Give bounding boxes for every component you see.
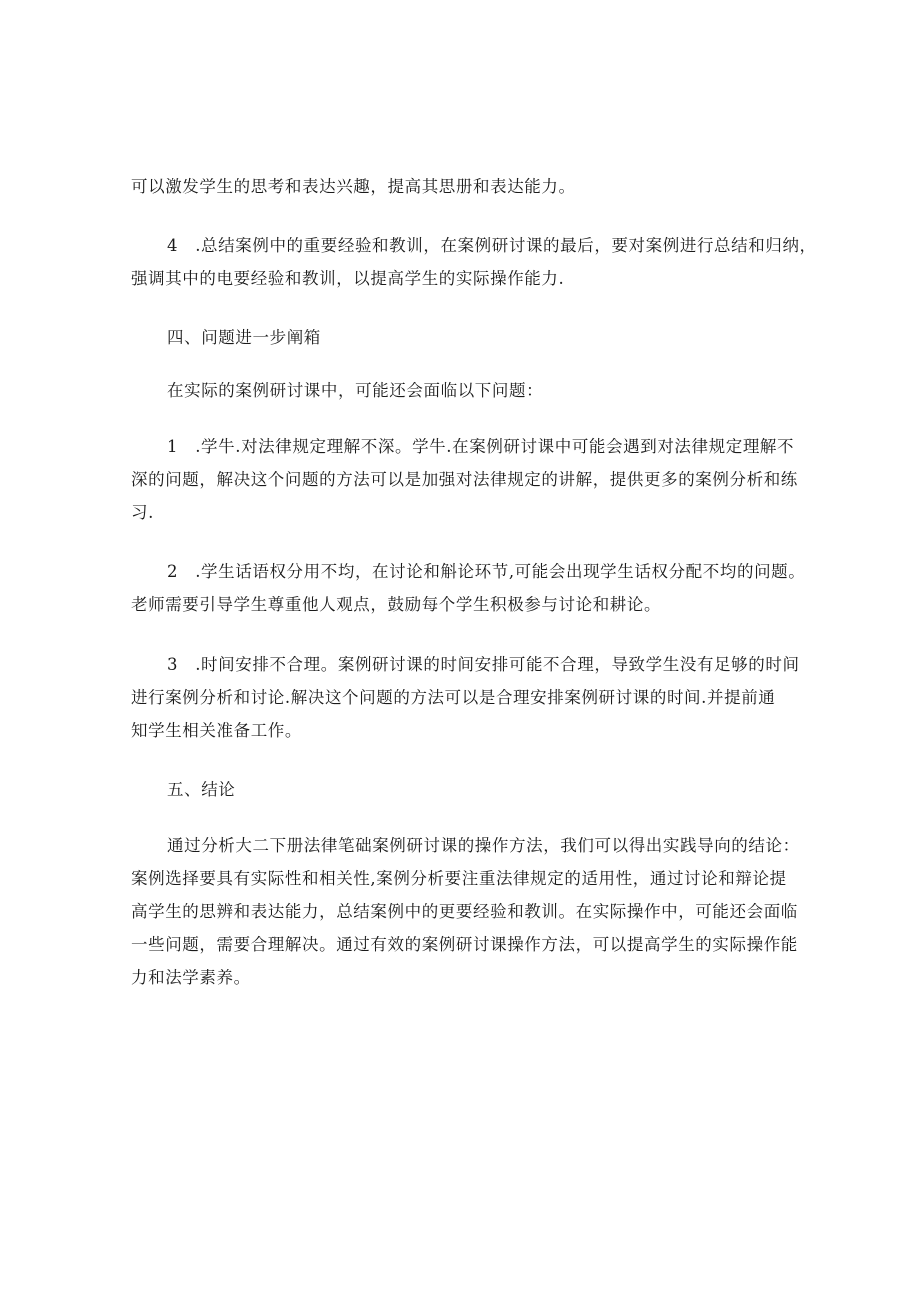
section-heading-5 xyxy=(167,773,827,806)
text-line: 1 .学牛.对法律规定理解不深。学牛.在案例研讨课中可能会遇到对法律规定理解不 xyxy=(167,437,795,456)
text-line: 知学生相关准备工作。 xyxy=(131,721,302,740)
text-line: 习. xyxy=(131,503,154,522)
paragraph-section-4-intro xyxy=(131,374,791,407)
paragraph-problem-1 xyxy=(131,430,798,529)
paragraph-problem-2 xyxy=(131,555,806,621)
text-line: 高学生的思辨和表达能力，总结案例中的更要经验和教训。在实际操作中，可能还会面临 xyxy=(131,902,798,921)
text-line: 强调其中的电要经验和教训，以提高学生的实际操作能力. xyxy=(131,269,565,288)
text-line: 可以激发学生的思考和表达兴趣，提高其思册和表达能力。 xyxy=(131,177,576,196)
text-line: 3 .时间安排不合理。案例研讨课的时间安排可能不合理，导致学生没有足够的时间 xyxy=(167,655,800,674)
heading-text: 五、结论 xyxy=(167,780,236,799)
text-line: 一些问题，需要合理解决。通过有效的案例研讨课操作方法，可以提高学生的实际操作能 xyxy=(131,935,798,954)
text-line: 老师需要引导学生尊重他人观点，鼓励每个学生积极参与讨论和耕论。 xyxy=(131,595,662,614)
text-line: 通过分析大二下册法律笔础案例研讨课的操作方法，我们可以得出实践导向的结论： xyxy=(167,836,800,855)
text-line: 力和法学素养。 xyxy=(131,968,251,987)
text-line: 4 .总结案例中的重要经验和教训，在案例研讨课的最后，要对案例进行总结和归纳， xyxy=(167,236,817,255)
paragraph-conclusion xyxy=(131,829,800,994)
text-line: 进行案例分析和讨论.解决这个问题的方法可以是合理安排案例研讨课的时间.并提前通 xyxy=(131,688,776,707)
text-line: 深的问题，解决这个问题的方法可以是加强对法律规定的讲解，提供更多的案例分析和练 xyxy=(131,470,798,489)
paragraph-item-4 xyxy=(131,229,817,295)
paragraph-intro-continuation xyxy=(131,170,791,203)
section-heading-4 xyxy=(167,321,827,354)
text-line: 案例选择要具有实际性和相关性,案例分析要注重法律规定的适用性，通过讨论和辩论提 xyxy=(131,869,787,888)
heading-text: 四、问题进一步阐箱 xyxy=(167,328,321,347)
text-line: 2 .学生话语权分用不均，在讨论和斛论环节,可能会出现学生话权分配不均的问题。 xyxy=(167,562,806,581)
text-line: 在实际的案例研讨课中，可能还会面临以下问题： xyxy=(167,381,544,400)
paragraph-problem-3 xyxy=(131,648,800,747)
